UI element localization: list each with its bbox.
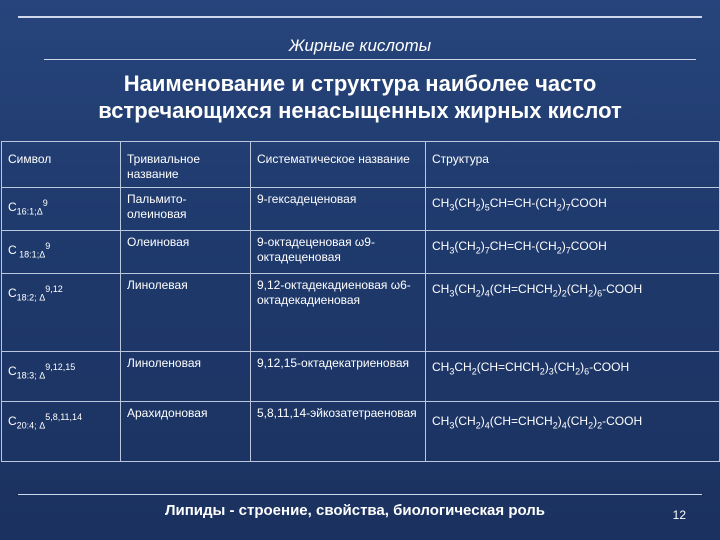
formula-subscript: 2 xyxy=(471,366,477,377)
formula-subscript: 6 xyxy=(597,288,603,299)
symbol-cell xyxy=(2,352,121,402)
table-row xyxy=(2,352,720,402)
symbol-subscript: 18:3; Δ xyxy=(16,370,46,381)
formula-subscript: 3 xyxy=(449,202,455,213)
trivial-name-cell: Линолевая xyxy=(121,274,251,352)
slide-header: Жирные кислоты xyxy=(288,36,432,55)
table-header-row xyxy=(2,142,720,188)
symbol-subscript: 18:2; Δ xyxy=(16,292,46,303)
symbol-cell xyxy=(2,402,121,462)
title-line-2: встречающихся ненасыщенных жирных кислот xyxy=(98,98,622,123)
structure-cell xyxy=(426,402,720,462)
formula-part: (CH=CHCH xyxy=(489,282,553,296)
formula-subscript: 3 xyxy=(449,366,455,377)
formula-part: ) xyxy=(544,360,549,374)
structure-cell xyxy=(426,352,720,402)
formula-subscript: 6 xyxy=(584,366,590,377)
top-divider xyxy=(18,16,702,18)
symbol-base: C xyxy=(8,200,17,214)
symbol-base: C xyxy=(8,364,17,378)
formula-subscript: 2 xyxy=(597,420,603,431)
symbol-base: C xyxy=(8,414,17,428)
formula-subscript: 3 xyxy=(548,366,554,377)
formula-subscript: 3 xyxy=(449,288,455,299)
formula-part: (CH=CHCH xyxy=(476,360,540,374)
formula-subscript: 2 xyxy=(475,288,481,299)
formula-part: -COOH xyxy=(589,360,630,374)
table-row xyxy=(2,231,720,274)
formula-subscript: 4 xyxy=(561,420,567,431)
symbol-superscript: 9 xyxy=(42,198,48,208)
formula-part: ) xyxy=(593,282,598,296)
symbol-subscript: 20:4; Δ xyxy=(16,420,46,431)
formula-part: (CH xyxy=(566,282,589,296)
table-row xyxy=(2,274,720,352)
systematic-name-cell: 9,12-октадекадиеновая ω6-октадекадиеновая xyxy=(251,274,426,352)
trivial-name-cell: Пальмито-олеиновая xyxy=(121,188,251,231)
symbol-base: C xyxy=(8,243,17,257)
symbol-superscript: 9,12,15 xyxy=(45,362,76,372)
formula-part: ) xyxy=(480,196,485,210)
formula-subscript: 2 xyxy=(588,288,594,299)
formula-subscript: 2 xyxy=(575,366,581,377)
footer-divider xyxy=(18,494,702,495)
formula-subscript: 2 xyxy=(475,420,481,431)
formula-part: -COOH xyxy=(602,414,643,428)
structure-cell xyxy=(426,188,720,231)
formula-part: CH xyxy=(432,196,450,210)
formula-part: ) xyxy=(480,239,485,253)
trivial-name-cell: Линоленовая xyxy=(121,352,251,402)
formula-part: (CH xyxy=(566,414,589,428)
systematic-name-cell: 5,8,11,14-эйкозатетраеновая xyxy=(251,402,426,462)
slide-title xyxy=(20,70,700,124)
formula-part: (CH xyxy=(553,360,576,374)
title-line-1: Наименование и структура наиболее часто xyxy=(123,71,597,96)
formula-subscript: 4 xyxy=(484,288,490,299)
column-header-systematic-name: Систематическое название xyxy=(251,142,426,188)
formula-part: (CH xyxy=(454,414,476,428)
slide-footer: Липиды - строение, свойства, биологическая роль xyxy=(164,502,546,519)
formula-part: CH xyxy=(432,282,450,296)
formula-part: ) xyxy=(557,414,562,428)
formula-subscript: 2 xyxy=(556,202,562,213)
formula-part: (CH=CHCH xyxy=(489,414,553,428)
systematic-name-cell: 9-октадеценовая ω9-октадеценовая xyxy=(251,231,426,274)
formula-subscript: 2 xyxy=(556,245,562,256)
formula-subscript: 4 xyxy=(484,420,490,431)
formula-part: ) xyxy=(593,414,598,428)
formula-part: ) xyxy=(480,282,485,296)
page-number: 12 xyxy=(672,508,686,522)
symbol-cell xyxy=(2,274,121,352)
symbol-cell xyxy=(2,188,121,231)
symbol-subscript: 16:1;Δ xyxy=(16,206,43,217)
formula-part: ) xyxy=(561,196,566,210)
formula-part: ) xyxy=(580,360,585,374)
formula-subscript: 3 xyxy=(449,245,455,256)
formula-subscript: 7 xyxy=(565,202,571,213)
formula-part: CH=CH-(CH xyxy=(489,239,557,253)
formula-part: COOH xyxy=(570,239,607,253)
formula-subscript: 2 xyxy=(475,245,481,256)
symbol-subscript: 18:1;Δ xyxy=(16,249,46,260)
formula-subscript: 2 xyxy=(539,366,545,377)
symbol-cell xyxy=(2,231,121,274)
formula-subscript: 7 xyxy=(484,245,490,256)
formula-part: (CH xyxy=(454,282,476,296)
trivial-name-cell: Арахидоновая xyxy=(121,402,251,462)
column-header-structure: Структура xyxy=(426,142,720,188)
formula-subscript: 2 xyxy=(588,420,594,431)
formula-subscript: 2 xyxy=(552,420,558,431)
trivial-name-cell: Олеиновая xyxy=(121,231,251,274)
formula-part: CH xyxy=(432,360,450,374)
symbol-superscript: 5,8,11,14 xyxy=(45,412,83,422)
formula-part: CH=CH-(CH xyxy=(489,196,557,210)
formula-subscript: 2 xyxy=(475,202,481,213)
formula-part: CH xyxy=(432,239,450,253)
formula-subscript: 2 xyxy=(561,288,567,299)
formula-part: ) xyxy=(480,414,485,428)
formula-part: CH xyxy=(432,414,450,428)
structure-cell xyxy=(426,231,720,274)
formula-subscript: 2 xyxy=(552,288,558,299)
symbol-superscript: 9 xyxy=(45,241,51,251)
formula-part: ) xyxy=(557,282,562,296)
column-header-symbol: Символ xyxy=(2,142,121,188)
table-row xyxy=(2,188,720,231)
formula-part: COOH xyxy=(570,196,607,210)
header-divider xyxy=(44,59,696,60)
formula-subscript: 5 xyxy=(484,202,490,213)
column-header-trivial-name: Тривиальное название xyxy=(121,142,251,188)
formula-subscript: 7 xyxy=(565,245,571,256)
formula-part: (CH xyxy=(454,239,476,253)
formula-part: CH xyxy=(454,360,472,374)
systematic-name-cell: 9-гексадеценовая xyxy=(251,188,426,231)
formula-part: (CH xyxy=(454,196,476,210)
table-row xyxy=(2,402,720,462)
symbol-superscript: 9,12 xyxy=(45,284,63,294)
systematic-name-cell: 9,12,15-октадекатриеновая xyxy=(251,352,426,402)
formula-part: ) xyxy=(561,239,566,253)
symbol-base: C xyxy=(8,286,17,300)
structure-cell xyxy=(426,274,720,352)
formula-part: -COOH xyxy=(602,282,643,296)
formula-subscript: 3 xyxy=(449,420,455,431)
fatty-acids-table xyxy=(1,141,720,462)
